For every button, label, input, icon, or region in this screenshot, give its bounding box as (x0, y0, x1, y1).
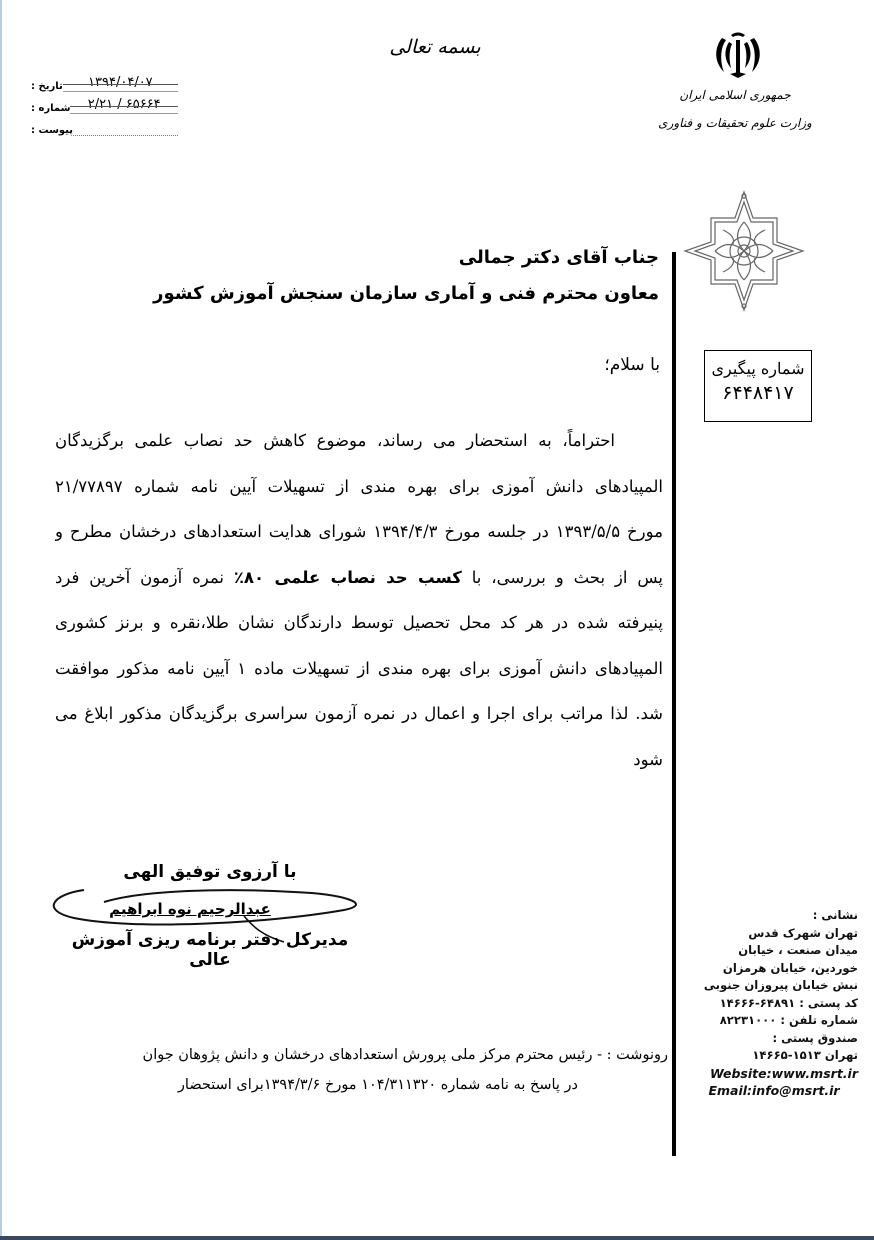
attachment-value (73, 125, 178, 136)
signer-title: مدیرکل دفتر برنامه ریزی آموزش عالی (71, 930, 349, 970)
ministry-address (690, 907, 858, 1100)
number-label: شماره : (31, 103, 71, 114)
islamic-star-ornament-icon (681, 188, 807, 314)
date-value: ۱۳۹۴/۰۴/۰۷ (63, 75, 178, 92)
tracking-number: ۶۴۴۸۴۱۷ (722, 382, 794, 404)
number-row (28, 92, 178, 114)
greeting: با سلام؛ (604, 355, 660, 375)
attachment-label: پیوست : (31, 125, 74, 136)
address-line-1: نشانی : (812, 908, 858, 922)
date-label: تاریخ : (31, 81, 63, 92)
body-line-5: پنیرفته شده در هر کد محل تحصیل توسط دارندگان نشان طلا،نقره و برنز کشوری (55, 613, 663, 632)
postal-code: کد پستی : ۶۴۸۹۱-۱۴۶۶۶ (719, 995, 858, 1010)
tracking-label: شماره پیگیری (711, 359, 805, 378)
body-line-2: المپیادهای دانش آموزی برای بهره مندی از تسهیلات آیین نامه شماره ۲۱/۷۷۸۹۷ (55, 476, 663, 496)
body-line-6: المپیادهای دانش آموزی برای بهره مندی از تسهیلات ماده ۱ آیین نامه مذکور موافقت (55, 658, 663, 678)
body-line-3: مورخ ۱۳۹۳/۵/۵ در جلسه مورخ ۱۳۹۴/۴/۳ شورای هدایت استعدادهای درخشان مطرح و (55, 522, 663, 541)
body-line-4-emphasis: کسب حد نصاب علمی ۸۰٪ (233, 567, 462, 587)
body-line-1: احتراماً، به استحضار می رساند، موضوع کاهش حد نصاب علمی برگزیدگان (55, 431, 615, 450)
date-row (28, 70, 178, 92)
tracking-number-box (704, 350, 812, 422)
body-line-8: شود (633, 749, 663, 769)
po-box-value: تهران ۱۵۱۳-۱۴۶۶۵ (752, 1048, 858, 1062)
signer-name: عبدالرحیم نوه ابراهیم (109, 900, 271, 918)
email-link[interactable]: Email:info@msrt.ir (708, 1083, 840, 1098)
address-line-3: میدان صنعت ، خیابان (738, 943, 858, 957)
body-line-4 (55, 555, 663, 601)
window-bottom-edge (0, 1236, 874, 1240)
cc-line-2: در پاسخ به نامه شماره ۱۰۴/۳۱۱۳۲۰ مورخ ۱۳۹۴/۳/۶برای استحضار (177, 1077, 578, 1093)
attachment-row (28, 114, 178, 136)
vertical-divider (672, 252, 676, 1156)
address-line-2: تهران شهرک قدس (748, 925, 858, 940)
recipient-position: معاون محترم فنی و آماری سازمان سنجش آموزش کشور (153, 283, 659, 304)
number-value: ۲/۲۱ / ۶۵۶۶۴ (70, 97, 178, 114)
address-line-4: خوردین، خیابان هرمزان (722, 960, 858, 975)
letterhead-country: جمهوری اسلامی ایران (679, 88, 791, 102)
body-line-4-start: پس از بحث و بررسی، با (471, 567, 663, 587)
letterhead-ministry: وزارت علوم تحقیقات و فناوری (658, 116, 812, 130)
recipient-block (59, 240, 659, 312)
phone-number: شماره تلفن : ۸۲۲۳۱۰۰۰ (719, 1013, 858, 1027)
closing-wish: با آرزوی توفیق الهی (123, 862, 297, 882)
window-left-edge (0, 0, 2, 1240)
po-box-label: صندوق پستی : (772, 1030, 858, 1045)
cc-line-1: رونوشت : - رئیس محترم مرکز ملی پرورش استعدادهای درخشان و دانش پژوهان جوان (142, 1047, 668, 1063)
website-link[interactable]: Website:www.msrt.ir (710, 1065, 858, 1081)
body-line-7: شد. لذا مراتب برای اجرا و اعمال در نمره آزمون سراسری برگزیدگان مذکور ابلاغ می (55, 704, 663, 723)
letter-meta (28, 70, 178, 136)
carbon-copy (48, 1040, 668, 1100)
letter-body (55, 418, 663, 782)
iran-emblem-icon (712, 28, 764, 80)
bismillah-heading: بسمه تعالی (389, 36, 481, 58)
recipient-name: جناب آقای دکتر جمالی (458, 247, 659, 268)
address-line-5: نبش خیابان پیروزان جنوبی (703, 978, 858, 992)
body-line-4-end: نمره آزمون آخرین فرد (55, 567, 224, 587)
